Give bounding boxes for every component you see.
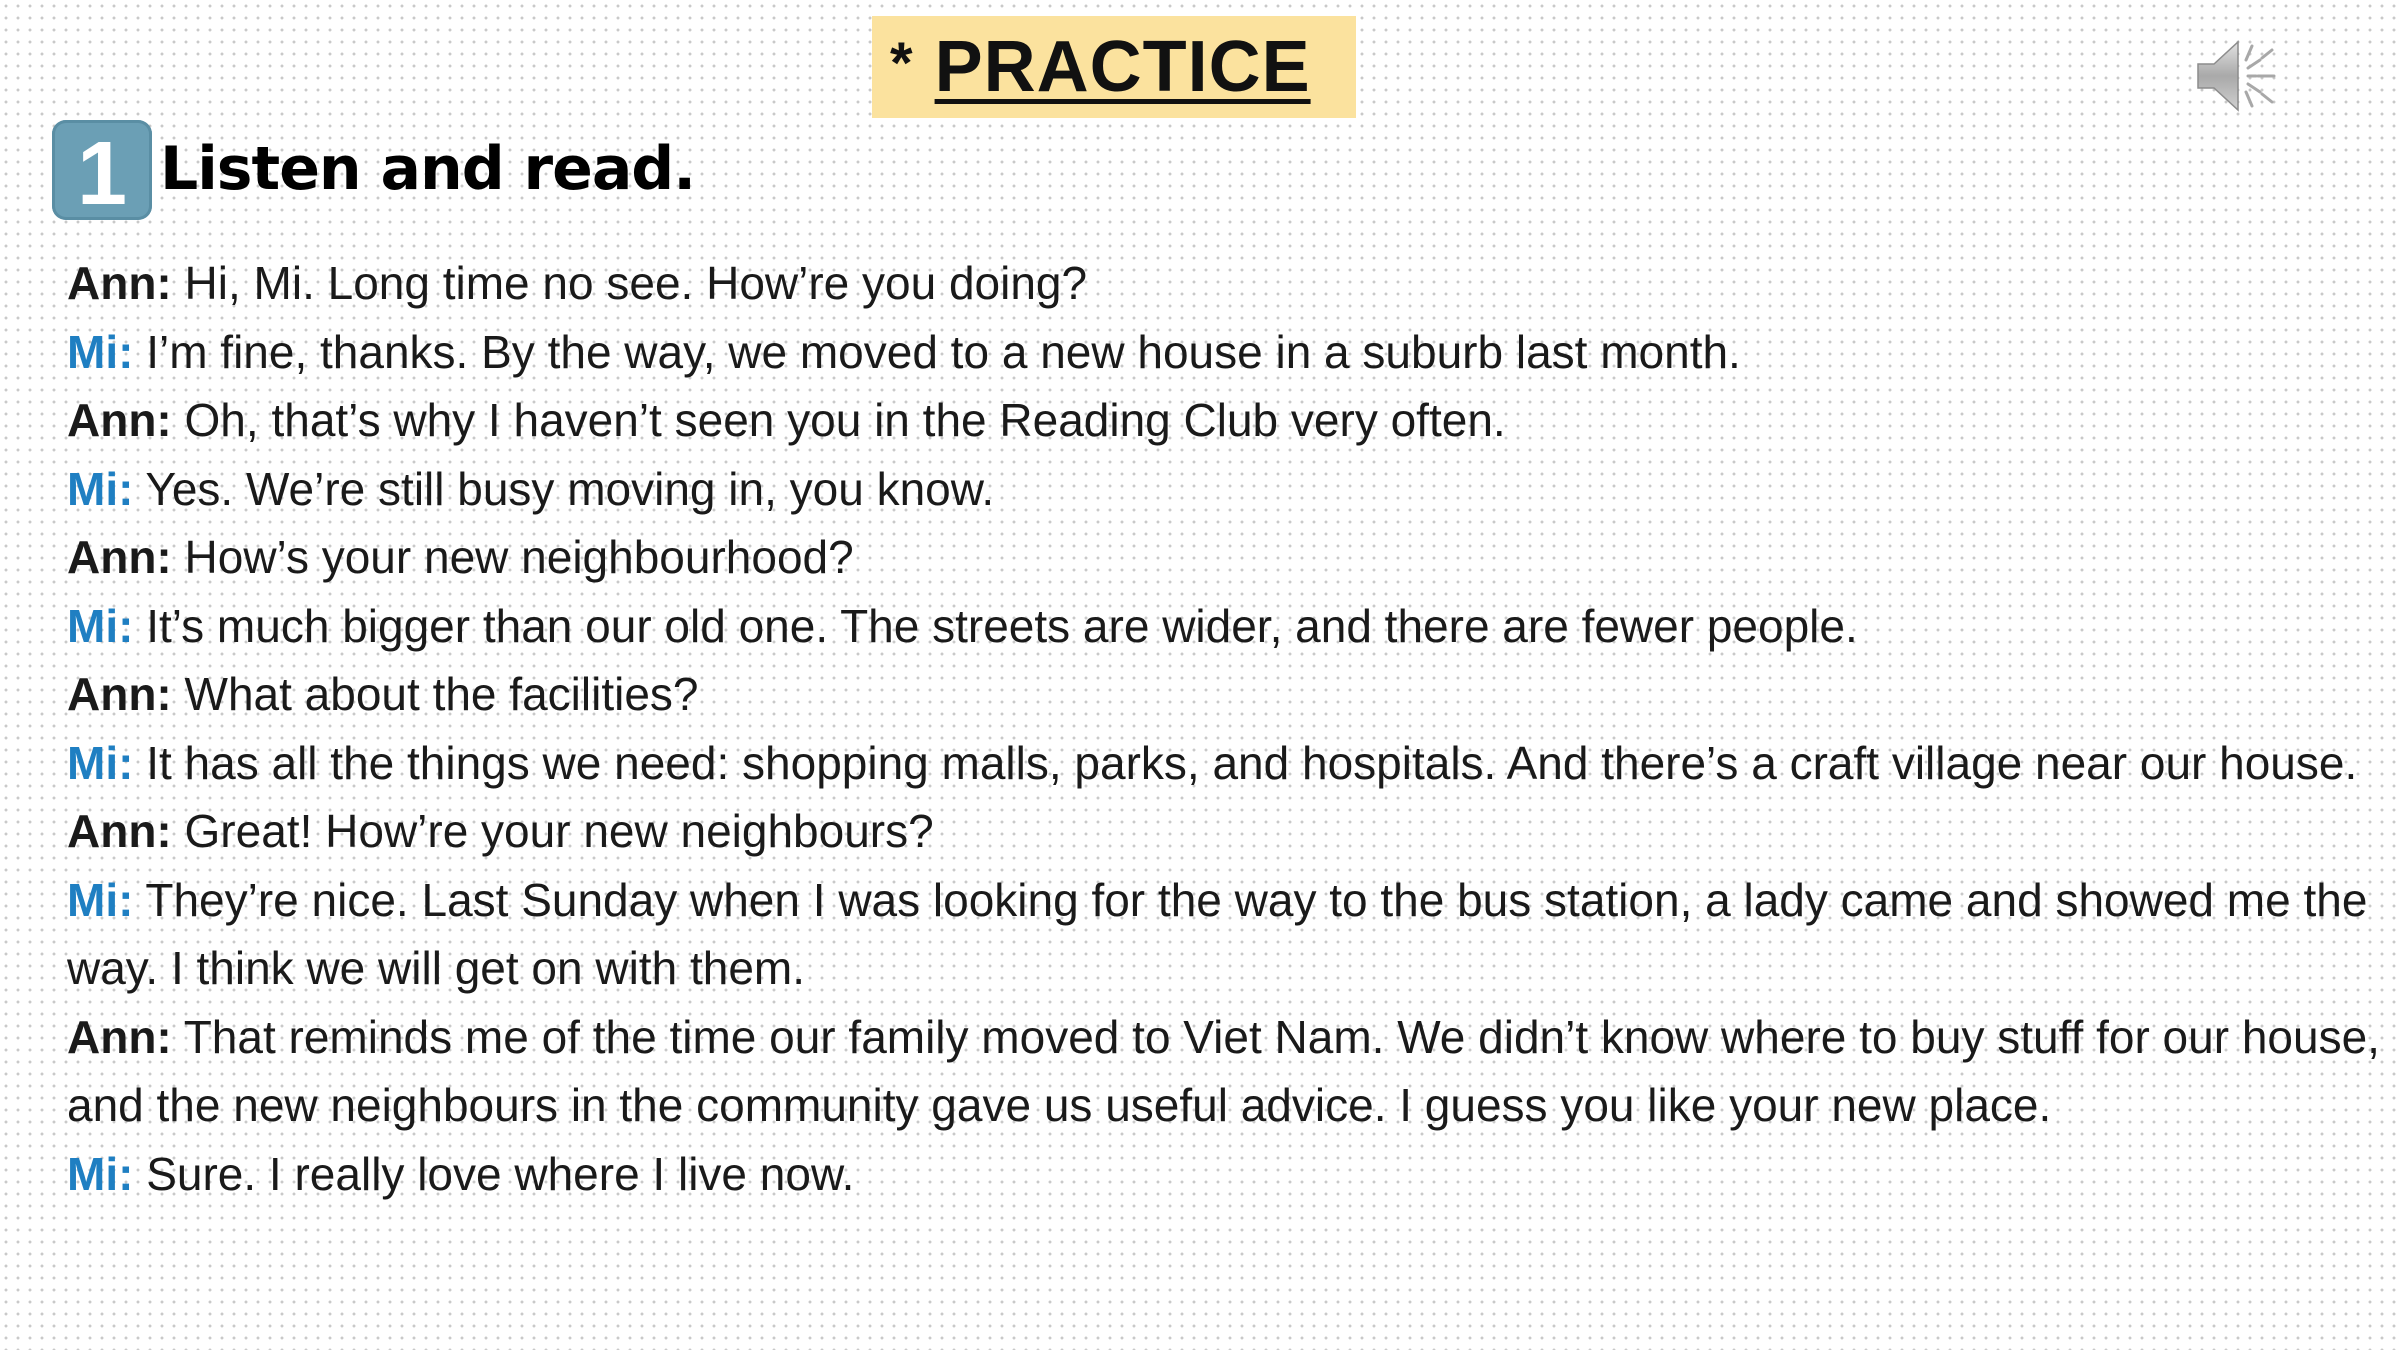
dialogue-line <box>67 249 2387 318</box>
speaker-label: Ann: <box>67 1010 172 1063</box>
dialogue-line <box>67 523 2387 592</box>
exercise-number: 1 <box>76 124 128 224</box>
line-text: Yes. We’re still busy moving in, you know. <box>133 462 995 515</box>
dialogue-line <box>67 1140 2387 1209</box>
speaker-label: Mi: <box>67 599 134 652</box>
line-text: Sure. I really love where I live now. <box>133 1147 855 1200</box>
line-text: It has all the things we need: shopping malls, parks, and hospitals. And there’s a craft village near our house. <box>133 736 2358 789</box>
page-title: PRACTICE <box>934 27 1311 107</box>
line-text: It’s much bigger than our old one. The streets are wider, and there are fewer people. <box>133 599 1858 652</box>
line-text: I’m fine, thanks. By the way, we moved to a new house in a suburb last month. <box>133 325 1741 378</box>
dialogue-line <box>67 455 2387 524</box>
speaker-label: Ann: <box>67 805 172 857</box>
dialogue-text <box>67 249 2387 1208</box>
line-text: Oh, that’s why I haven’t seen you in the Reading Club very often. <box>171 394 1506 446</box>
speaker-label: Mi: <box>67 873 134 926</box>
line-text: How’s your new neighbourhood? <box>171 531 854 583</box>
speaker-label: Mi: <box>67 736 134 789</box>
dialogue-line <box>67 797 2387 866</box>
exercise-instruction: Listen and read. <box>160 134 696 204</box>
title-star: * <box>890 30 913 96</box>
speaker-label: Mi: <box>67 325 134 378</box>
speaker-label: Ann: <box>67 257 172 309</box>
practice-title-box <box>872 16 1356 118</box>
dialogue-line <box>67 592 2387 661</box>
line-text: What about the facilities? <box>171 668 699 720</box>
dialogue-line <box>67 660 2387 729</box>
speaker-label: Mi: <box>67 1147 134 1200</box>
dialogue-line <box>67 318 2387 387</box>
exercise-number-badge <box>52 120 152 224</box>
line-text: That reminds me of the time our family moved to Viet Nam. We didn’t know where to buy stuff for our house, and the new neighbours in the community gave us useful advice. I guess you like your new place. <box>67 1010 2380 1131</box>
dialogue-line <box>67 1003 2387 1140</box>
speaker-label: Mi: <box>67 462 134 515</box>
speaker-icon[interactable] <box>2194 34 2284 118</box>
speaker-label: Ann: <box>67 394 172 446</box>
line-text: Hi, Mi. Long time no see. How’re you doing? <box>171 257 1088 309</box>
speaker-label: Ann: <box>67 531 172 583</box>
dialogue-line <box>67 866 2387 1003</box>
dialogue-line <box>67 729 2387 798</box>
line-text: They’re nice. Last Sunday when I was looking for the way to the bus station, a lady came and showed me the way. I think we will get on with them. <box>67 873 2368 994</box>
line-text: Great! How’re your new neighbours? <box>171 805 934 857</box>
dialogue-line <box>67 386 2387 455</box>
speaker-label: Ann: <box>67 668 172 720</box>
